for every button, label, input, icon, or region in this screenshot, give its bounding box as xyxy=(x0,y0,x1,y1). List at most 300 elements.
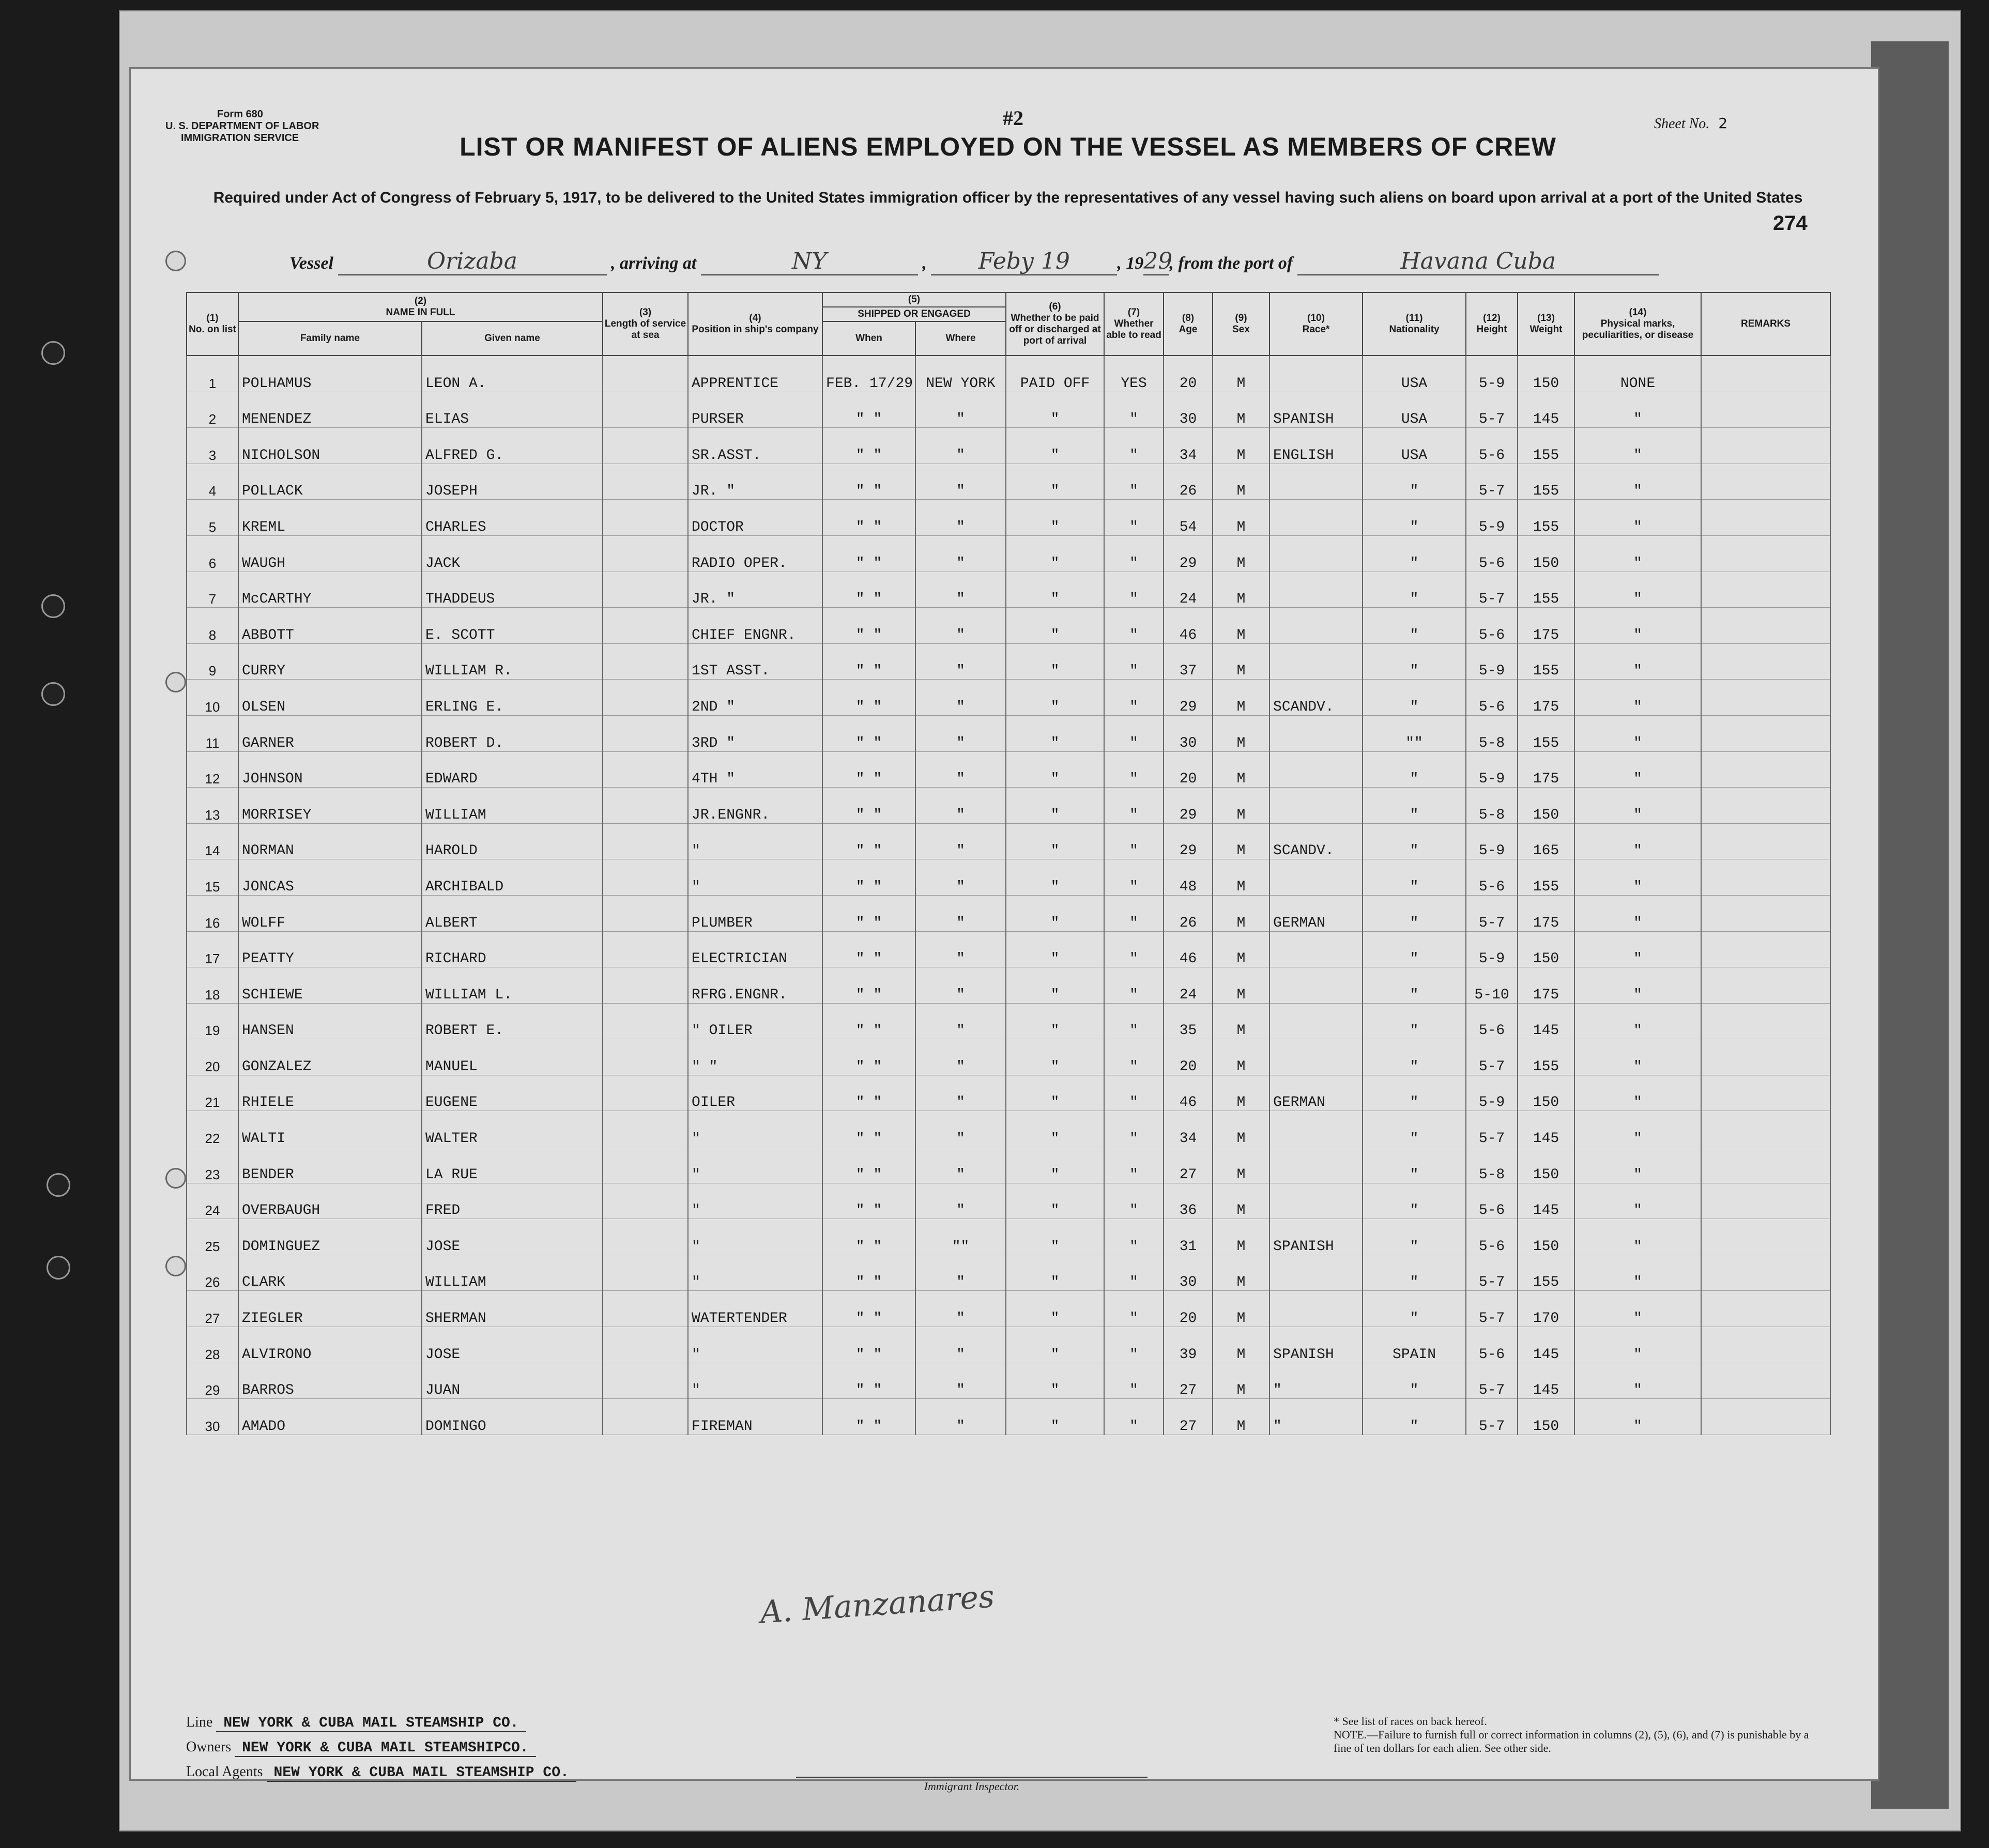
shipped-when-cell: " " xyxy=(822,1039,915,1075)
sex-cell: M xyxy=(1213,1219,1269,1255)
family-name-cell: POLLACK xyxy=(238,464,422,500)
race-cell xyxy=(1269,715,1363,751)
able-to-read-cell: " xyxy=(1104,1327,1164,1363)
footer-company-info xyxy=(186,1711,576,1785)
family-name-cell: PEATTY xyxy=(238,931,422,967)
remarks-cell xyxy=(1701,1183,1830,1219)
binder-hole xyxy=(47,1173,70,1197)
race-cell xyxy=(1269,788,1363,824)
position-cell: WATERTENDER xyxy=(688,1291,822,1327)
height-cell: 5-7 xyxy=(1466,1399,1518,1435)
paid-off-cell: " xyxy=(1006,643,1104,680)
paid-off-cell: " xyxy=(1006,608,1104,644)
year-suffix: 29 xyxy=(1143,248,1173,274)
crew-table xyxy=(186,292,1831,1435)
weight-cell: 145 xyxy=(1518,392,1574,428)
shipped-where-cell: " xyxy=(915,1075,1006,1111)
sex-cell: M xyxy=(1213,392,1269,428)
row-number-cell: 11 xyxy=(187,715,238,751)
weight-cell: 150 xyxy=(1518,1399,1574,1435)
remarks-cell xyxy=(1701,859,1830,896)
age-cell: 27 xyxy=(1164,1399,1213,1435)
shipped-where-cell: " xyxy=(915,1111,1006,1147)
paid-off-cell: PAID OFF xyxy=(1006,356,1104,392)
remarks-cell xyxy=(1701,751,1830,788)
row-number-cell: 20 xyxy=(187,1039,238,1075)
shipped-when-cell: " " xyxy=(822,464,915,500)
arrival-date: Feby 19 xyxy=(931,248,1117,275)
paid-off-cell: " xyxy=(1006,823,1104,859)
race-cell xyxy=(1269,500,1363,536)
weight-cell: 155 xyxy=(1518,572,1574,608)
col-shipped-number: (5) xyxy=(822,292,1006,307)
shipped-where-cell: " xyxy=(915,1039,1006,1075)
given-name-cell: WILLIAM R. xyxy=(422,643,603,680)
punch-hole xyxy=(165,672,186,692)
table-row xyxy=(187,715,1830,751)
col-family-name: Family name xyxy=(238,321,422,356)
height-cell: 5-7 xyxy=(1466,1291,1518,1327)
weight-cell: 155 xyxy=(1518,500,1574,536)
shipped-when-cell: " " xyxy=(822,1399,915,1435)
sex-cell: M xyxy=(1213,643,1269,680)
able-to-read-cell: " xyxy=(1104,823,1164,859)
height-cell: 5-9 xyxy=(1466,500,1518,536)
sex-cell: M xyxy=(1213,1327,1269,1363)
remarks-cell xyxy=(1701,356,1830,392)
length-of-service-cell xyxy=(603,572,688,608)
physical-marks-cell: " xyxy=(1574,967,1701,1004)
paid-off-cell: " xyxy=(1006,1075,1104,1111)
physical-marks-cell: " xyxy=(1574,1291,1701,1327)
physical-marks-cell: NONE xyxy=(1574,356,1701,392)
weight-cell: 175 xyxy=(1518,751,1574,788)
paid-off-cell: " xyxy=(1006,392,1104,428)
length-of-service-cell xyxy=(603,1255,688,1291)
position-cell: PLUMBER xyxy=(688,895,822,931)
length-of-service-cell xyxy=(603,931,688,967)
row-number-cell: 5 xyxy=(187,500,238,536)
shipped-where-cell: " xyxy=(915,392,1006,428)
physical-marks-cell: " xyxy=(1574,680,1701,716)
height-cell: 5-7 xyxy=(1466,1363,1518,1399)
remarks-cell xyxy=(1701,535,1830,572)
family-name-cell: McCARTHY xyxy=(238,572,422,608)
row-number-cell: 13 xyxy=(187,788,238,824)
height-cell: 5-8 xyxy=(1466,1147,1518,1183)
table-row xyxy=(187,572,1830,608)
weight-cell: 145 xyxy=(1518,1003,1574,1039)
height-cell: 5-8 xyxy=(1466,715,1518,751)
vessel-label: Vessel xyxy=(289,254,333,273)
height-cell: 5-7 xyxy=(1466,464,1518,500)
given-name-cell: LA RUE xyxy=(422,1147,603,1183)
table-row xyxy=(187,608,1830,644)
nationality-cell: " xyxy=(1363,1363,1466,1399)
shipped-when-cell: " " xyxy=(822,1219,915,1255)
paid-off-cell: " xyxy=(1006,715,1104,751)
shipped-when-cell: " " xyxy=(822,500,915,536)
age-cell: 24 xyxy=(1164,967,1213,1004)
able-to-read-cell: " xyxy=(1104,715,1164,751)
row-number-cell: 17 xyxy=(187,931,238,967)
sex-cell: M xyxy=(1213,356,1269,392)
family-name-cell: WALTI xyxy=(238,1111,422,1147)
given-name-cell: HAROLD xyxy=(422,823,603,859)
family-name-cell: MORRISEY xyxy=(238,788,422,824)
row-number-cell: 29 xyxy=(187,1363,238,1399)
position-cell: SR.ASST. xyxy=(688,428,822,464)
length-of-service-cell xyxy=(603,751,688,788)
row-number-cell: 12 xyxy=(187,751,238,788)
length-of-service-cell xyxy=(603,356,688,392)
table-row xyxy=(187,1075,1830,1111)
col-able-to-read: (7) Whether able to read xyxy=(1104,292,1164,356)
sex-cell: M xyxy=(1213,715,1269,751)
paid-off-cell: " xyxy=(1006,1147,1104,1183)
fine-note: NOTE.—Failure to furnish full or correct information in columns (2), (5), (6), and (7) is punishable by a fine of ten dollars for each alien. See other side. xyxy=(1334,1728,1809,1754)
length-of-service-cell xyxy=(603,1039,688,1075)
length-of-service-cell xyxy=(603,967,688,1004)
given-name-cell: ELIAS xyxy=(422,392,603,428)
physical-marks-cell: " xyxy=(1574,788,1701,824)
shipped-where-cell: " xyxy=(915,680,1006,716)
age-cell: 29 xyxy=(1164,788,1213,824)
able-to-read-cell: " xyxy=(1104,1003,1164,1039)
length-of-service-cell xyxy=(603,535,688,572)
weight-cell: 145 xyxy=(1518,1327,1574,1363)
given-name-cell: ARCHIBALD xyxy=(422,859,603,896)
weight-cell: 155 xyxy=(1518,1039,1574,1075)
weight-cell: 175 xyxy=(1518,680,1574,716)
race-cell xyxy=(1269,1111,1363,1147)
remarks-cell xyxy=(1701,967,1830,1004)
table-row xyxy=(187,1183,1830,1219)
row-number-cell: 8 xyxy=(187,608,238,644)
nationality-cell: " xyxy=(1363,788,1466,824)
family-name-cell: WAUGH xyxy=(238,535,422,572)
physical-marks-cell: " xyxy=(1574,1327,1701,1363)
length-of-service-cell xyxy=(603,823,688,859)
remarks-cell xyxy=(1701,1219,1830,1255)
weight-cell: 175 xyxy=(1518,608,1574,644)
age-cell: 29 xyxy=(1164,680,1213,716)
row-number-cell: 24 xyxy=(187,1183,238,1219)
given-name-cell: FRED xyxy=(422,1183,603,1219)
length-of-service-cell xyxy=(603,428,688,464)
able-to-read-cell: " xyxy=(1104,643,1164,680)
paid-off-cell: " xyxy=(1006,1399,1104,1435)
col-length-of-service: (3) Length of service at sea xyxy=(603,292,688,356)
races-note: * See list of races on back hereof. xyxy=(1334,1715,1487,1728)
given-name-cell: WILLIAM L. xyxy=(422,967,603,1004)
able-to-read-cell: " xyxy=(1104,1219,1164,1255)
table-row xyxy=(187,1147,1830,1183)
race-cell: SPANISH xyxy=(1269,1327,1363,1363)
row-number-cell: 16 xyxy=(187,895,238,931)
race-cell xyxy=(1269,967,1363,1004)
nationality-cell: " xyxy=(1363,680,1466,716)
sheet-value: 2 xyxy=(1718,115,1728,132)
race-cell xyxy=(1269,1291,1363,1327)
col-sex: (9) Sex xyxy=(1213,292,1269,356)
family-name-cell: OVERBAUGH xyxy=(238,1183,422,1219)
height-cell: 5-9 xyxy=(1466,643,1518,680)
shipped-when-cell: " " xyxy=(822,967,915,1004)
nationality-cell: " xyxy=(1363,895,1466,931)
family-name-cell: HANSEN xyxy=(238,1003,422,1039)
sex-cell: M xyxy=(1213,1039,1269,1075)
race-cell: SCANDV. xyxy=(1269,823,1363,859)
race-cell xyxy=(1269,1147,1363,1183)
position-cell: 3RD " xyxy=(688,715,822,751)
family-name-cell: KREML xyxy=(238,500,422,536)
paid-off-cell: " xyxy=(1006,1183,1104,1219)
remarks-cell xyxy=(1701,1111,1830,1147)
length-of-service-cell xyxy=(603,1363,688,1399)
remarks-cell xyxy=(1701,1399,1830,1435)
shipped-when-cell: " " xyxy=(822,1075,915,1111)
table-row xyxy=(187,680,1830,716)
nationality-cell: " xyxy=(1363,1039,1466,1075)
weight-cell: 145 xyxy=(1518,1183,1574,1219)
nationality-cell: " xyxy=(1363,1255,1466,1291)
shipped-where-cell: " xyxy=(915,608,1006,644)
height-cell: 5-7 xyxy=(1466,572,1518,608)
weight-cell: 155 xyxy=(1518,715,1574,751)
position-cell: " xyxy=(688,1219,822,1255)
position-cell: ELECTRICIAN xyxy=(688,931,822,967)
row-number-cell: 18 xyxy=(187,967,238,1004)
owners-value: NEW YORK & CUBA MAIL STEAMSHIPCO. xyxy=(235,1740,536,1757)
position-cell: APPRENTICE xyxy=(688,356,822,392)
row-number-cell: 28 xyxy=(187,1327,238,1363)
paid-off-cell: " xyxy=(1006,1111,1104,1147)
height-cell: 5-6 xyxy=(1466,1003,1518,1039)
row-number-cell: 14 xyxy=(187,823,238,859)
shipped-where-cell: " xyxy=(915,1147,1006,1183)
height-cell: 5-6 xyxy=(1466,1219,1518,1255)
given-name-cell: WILLIAM xyxy=(422,788,603,824)
table-row xyxy=(187,1363,1830,1399)
able-to-read-cell: " xyxy=(1104,1255,1164,1291)
weight-cell: 155 xyxy=(1518,464,1574,500)
nationality-cell: " xyxy=(1363,1399,1466,1435)
nationality-cell: " xyxy=(1363,500,1466,536)
paid-off-cell: " xyxy=(1006,1363,1104,1399)
family-name-cell: ZIEGLER xyxy=(238,1291,422,1327)
height-cell: 5-7 xyxy=(1466,392,1518,428)
height-cell: 5-10 xyxy=(1466,967,1518,1004)
race-cell: SCANDV. xyxy=(1269,680,1363,716)
age-cell: 48 xyxy=(1164,859,1213,896)
physical-marks-cell: " xyxy=(1574,1183,1701,1219)
sex-cell: M xyxy=(1213,788,1269,824)
weight-cell: 170 xyxy=(1518,1291,1574,1327)
shipped-where-cell: " xyxy=(915,1363,1006,1399)
table-row xyxy=(187,356,1830,392)
shipped-when-cell: " " xyxy=(822,715,915,751)
paid-off-cell: " xyxy=(1006,931,1104,967)
col-physical-marks: (14) Physical marks, peculiarities, or disease xyxy=(1574,292,1701,356)
weight-cell: 155 xyxy=(1518,859,1574,896)
shipped-where-cell: "" xyxy=(915,1219,1006,1255)
table-row xyxy=(187,823,1830,859)
family-name-cell: GARNER xyxy=(238,715,422,751)
nationality-cell: SPAIN xyxy=(1363,1327,1466,1363)
row-number-cell: 3 xyxy=(187,428,238,464)
able-to-read-cell: " xyxy=(1104,1039,1164,1075)
race-cell xyxy=(1269,643,1363,680)
race-cell: SPANISH xyxy=(1269,392,1363,428)
col-paid-off: (6) Whether to be paid off or discharged at port of arrival xyxy=(1006,292,1104,356)
shipped-where-cell: " xyxy=(915,1003,1006,1039)
paid-off-cell: " xyxy=(1006,967,1104,1004)
age-cell: 31 xyxy=(1164,1219,1213,1255)
given-name-cell: ALBERT xyxy=(422,895,603,931)
family-name-cell: ALVIRONO xyxy=(238,1327,422,1363)
age-cell: 37 xyxy=(1164,643,1213,680)
position-cell: " xyxy=(688,1111,822,1147)
age-cell: 20 xyxy=(1164,356,1213,392)
given-name-cell: ROBERT D. xyxy=(422,715,603,751)
length-of-service-cell xyxy=(603,392,688,428)
length-of-service-cell xyxy=(603,1147,688,1183)
remarks-cell xyxy=(1701,1075,1830,1111)
able-to-read-cell: " xyxy=(1104,1183,1164,1219)
paid-off-cell: " xyxy=(1006,1039,1104,1075)
length-of-service-cell xyxy=(603,608,688,644)
from-port: Havana Cuba xyxy=(1297,248,1659,275)
remarks-cell xyxy=(1701,1003,1830,1039)
age-cell: 35 xyxy=(1164,1003,1213,1039)
remarks-cell xyxy=(1701,1039,1830,1075)
physical-marks-cell: " xyxy=(1574,1111,1701,1147)
family-name-cell: NICHOLSON xyxy=(238,428,422,464)
nationality-cell: USA xyxy=(1363,428,1466,464)
row-number-cell: 6 xyxy=(187,535,238,572)
row-number-cell: 7 xyxy=(187,572,238,608)
row-number-cell: 23 xyxy=(187,1147,238,1183)
family-name-cell: WOLFF xyxy=(238,895,422,931)
height-cell: 5-6 xyxy=(1466,859,1518,896)
family-name-cell: NORMAN xyxy=(238,823,422,859)
height-cell: 5-6 xyxy=(1466,1183,1518,1219)
shipped-when-cell: " " xyxy=(822,680,915,716)
row-number-cell: 30 xyxy=(187,1399,238,1435)
row-number-cell: 21 xyxy=(187,1075,238,1111)
race-cell xyxy=(1269,931,1363,967)
given-name-cell: JACK xyxy=(422,535,603,572)
physical-marks-cell: " xyxy=(1574,1255,1701,1291)
shipped-where-cell: " xyxy=(915,859,1006,896)
weight-cell: 150 xyxy=(1518,535,1574,572)
given-name-cell: JOSE xyxy=(422,1219,603,1255)
position-cell: 1ST ASST. xyxy=(688,643,822,680)
col-no-on-list: (1) No. on list xyxy=(187,292,238,356)
given-name-cell: MANUEL xyxy=(422,1039,603,1075)
col-name-in-full: (2) NAME IN FULL xyxy=(238,292,603,321)
col-shipped-or-engaged: SHIPPED OR ENGAGED xyxy=(822,307,1006,321)
able-to-read-cell: " xyxy=(1104,788,1164,824)
sex-cell: M xyxy=(1213,500,1269,536)
sex-cell: M xyxy=(1213,859,1269,896)
owners-label: Owners xyxy=(186,1739,232,1755)
nationality-cell: " xyxy=(1363,572,1466,608)
table-row xyxy=(187,1039,1830,1075)
sex-cell: M xyxy=(1213,751,1269,788)
physical-marks-cell: " xyxy=(1574,1219,1701,1255)
given-name-cell: JOSE xyxy=(422,1327,603,1363)
paid-off-cell: " xyxy=(1006,895,1104,931)
shipped-where-cell: " xyxy=(915,1183,1006,1219)
row-number-cell: 27 xyxy=(187,1291,238,1327)
shipped-when-cell: " " xyxy=(822,1363,915,1399)
remarks-cell xyxy=(1701,823,1830,859)
able-to-read-cell: " xyxy=(1104,392,1164,428)
age-cell: 46 xyxy=(1164,608,1213,644)
able-to-read-cell: " xyxy=(1104,1363,1164,1399)
crew-table-body xyxy=(187,356,1830,1435)
immigrant-inspector-label: Immigrant Inspector. xyxy=(796,1777,1148,1793)
paid-off-cell: " xyxy=(1006,788,1104,824)
table-row xyxy=(187,500,1830,536)
shipped-where-cell: " xyxy=(915,1327,1006,1363)
able-to-read-cell: " xyxy=(1104,1111,1164,1147)
remarks-cell xyxy=(1701,1255,1830,1291)
length-of-service-cell xyxy=(603,715,688,751)
height-cell: 5-9 xyxy=(1466,823,1518,859)
table-row xyxy=(187,1003,1830,1039)
position-cell: " xyxy=(688,1183,822,1219)
length-of-service-cell xyxy=(603,859,688,896)
crew-table-wrap xyxy=(186,292,1830,1435)
age-cell: 34 xyxy=(1164,1111,1213,1147)
footer-note xyxy=(1334,1715,1819,1755)
length-of-service-cell xyxy=(603,1219,688,1255)
paid-off-cell: " xyxy=(1006,1219,1104,1255)
paid-off-cell: " xyxy=(1006,428,1104,464)
nationality-cell: " xyxy=(1363,464,1466,500)
year-prefix: , 19 xyxy=(1117,254,1144,273)
table-row xyxy=(187,1399,1830,1435)
position-cell: PURSER xyxy=(688,392,822,428)
row-number-cell: 9 xyxy=(187,643,238,680)
race-cell: SPANISH xyxy=(1269,1219,1363,1255)
remarks-cell xyxy=(1701,428,1830,464)
paid-off-cell: " xyxy=(1006,1255,1104,1291)
family-name-cell: CLARK xyxy=(238,1255,422,1291)
height-cell: 5-7 xyxy=(1466,1039,1518,1075)
position-cell: " xyxy=(688,859,822,896)
age-cell: 26 xyxy=(1164,464,1213,500)
row-number-cell: 25 xyxy=(187,1219,238,1255)
remarks-cell xyxy=(1701,500,1830,536)
family-name-cell: ABBOTT xyxy=(238,608,422,644)
family-name-cell: SCHIEWE xyxy=(238,967,422,1004)
shipped-where-cell: " xyxy=(915,715,1006,751)
able-to-read-cell: " xyxy=(1104,535,1164,572)
remarks-cell xyxy=(1701,788,1830,824)
height-cell: 5-6 xyxy=(1466,680,1518,716)
shipped-where-cell: " xyxy=(915,751,1006,788)
position-cell: CHIEF ENGNR. xyxy=(688,608,822,644)
remarks-cell xyxy=(1701,643,1830,680)
age-cell: 26 xyxy=(1164,895,1213,931)
weight-cell: 155 xyxy=(1518,428,1574,464)
nationality-cell: " xyxy=(1363,859,1466,896)
able-to-read-cell: " xyxy=(1104,931,1164,967)
